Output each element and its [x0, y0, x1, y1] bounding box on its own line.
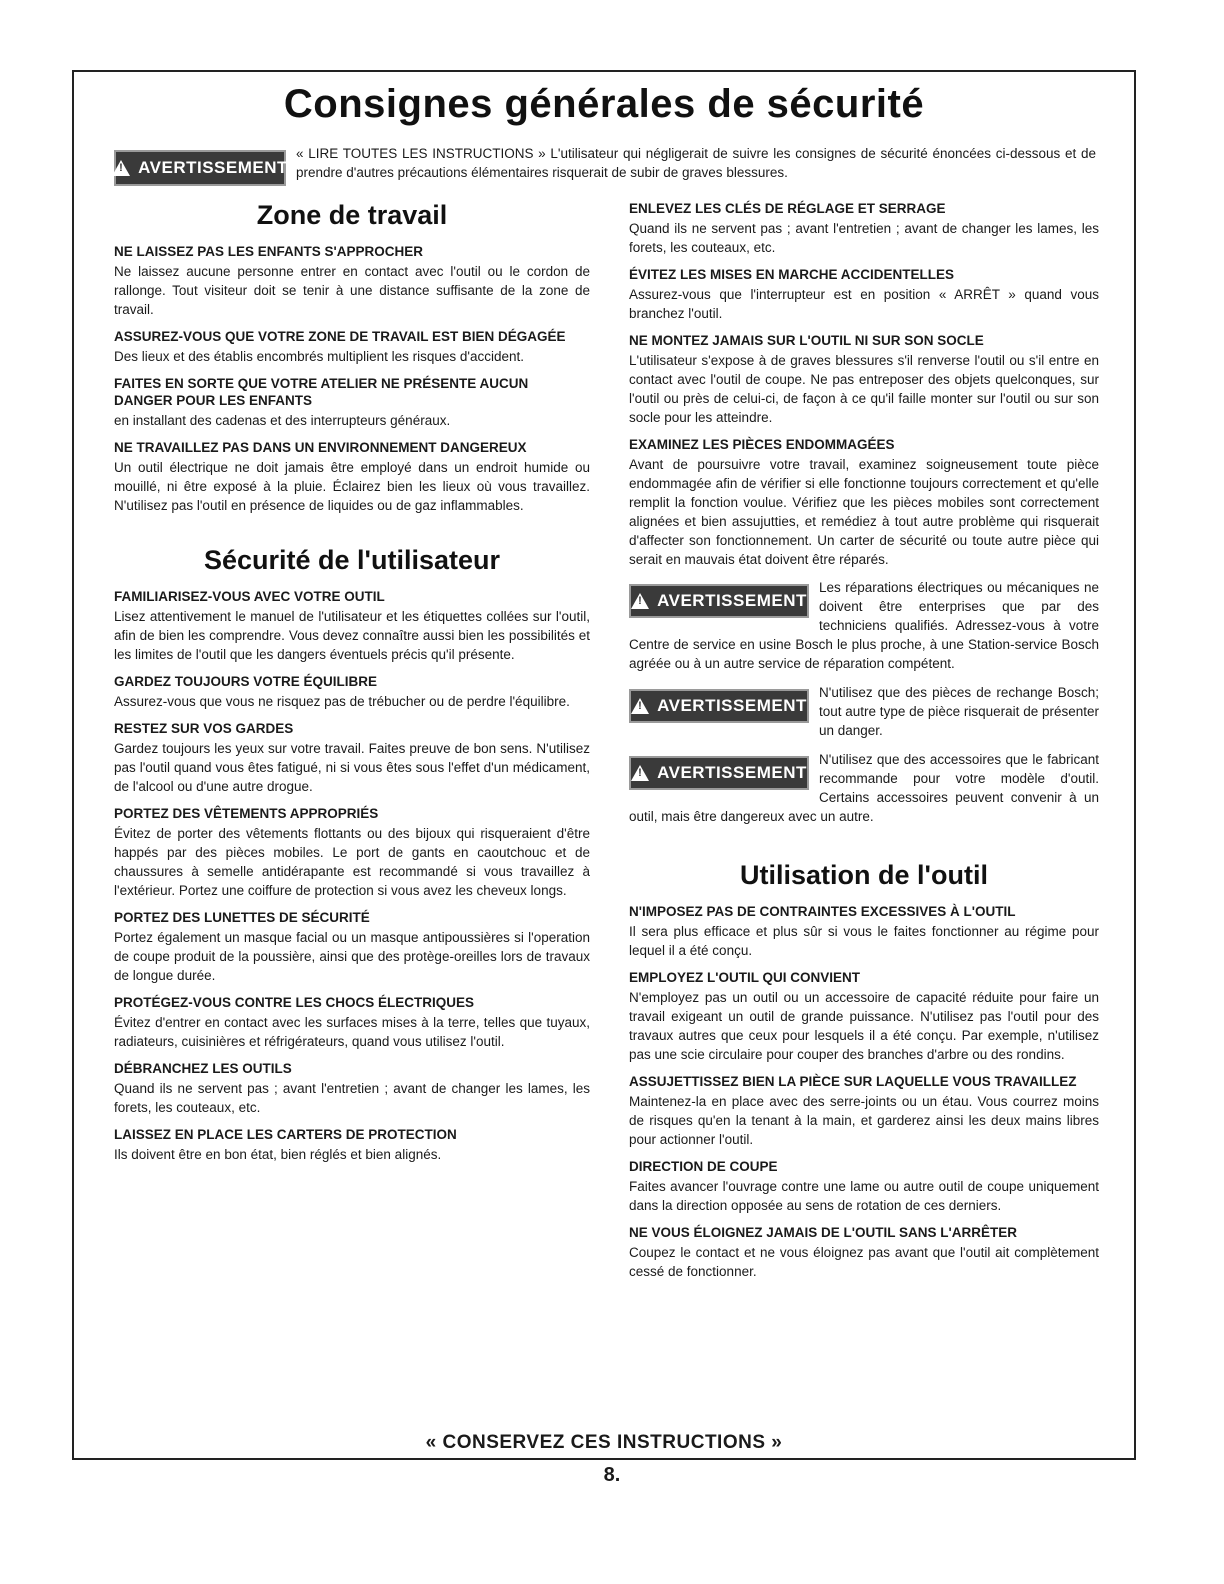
section-paragraph: Faites avancer l'ouvrage contre une lame ou autre outil de coupe uniquement dans la direction opposée au sens de rotation de ces derniers. — [629, 1179, 1099, 1213]
intro-text: « LIRE TOUTES LES INSTRUCTIONS » L'utilisateur qui négligerait de suivre les consignes de sécurité énoncées ci-dessous et de prendre d'autres précautions élémentaires risquerait de subir de graves blessures. — [296, 146, 1096, 180]
section-heading: DIRECTION DE COUPE — [629, 1159, 778, 1174]
section-paragraph: Ne laissez aucune personne entrer en contact avec l'outil ou le cordon de rallonge. Tout visiteur doit se tenir à une distance suffisante de la zone de travail. — [114, 264, 590, 317]
section-heading: RESTEZ SUR VOS GARDES — [114, 721, 294, 736]
warning-badge — [629, 584, 809, 618]
section-heading: PROTÉGEZ-VOUS CONTRE LES CHOCS ÉLECTRIQUES — [114, 995, 475, 1010]
left-column — [114, 200, 590, 1173]
warning-triangle-icon — [112, 160, 130, 176]
section-paragraph: Coupez le contact et ne vous éloignez pas avant que l'outil ait complètement cessé de fonctionner. — [629, 1245, 1099, 1279]
section-title-work-area: Zone de travail — [256, 200, 448, 230]
section-paragraph: Assurez-vous que l'interrupteur est en position « ARRÊT » quand vous branchez l'outil. — [629, 287, 1099, 321]
section-title-tool-use: Utilisation de l'outil — [740, 860, 988, 890]
section-paragraph: Évitez d'entrer en contact avec les surfaces mises à la terre, telles que tuyaux, radiateurs, cuisinières et réfrigérateurs, quand vous utilisez l'outil. — [114, 1015, 590, 1049]
warning-text: N'utilisez que des pièces de rechange Bosch; tout autre type de pièce risquerait de présenter un danger. — [819, 685, 1099, 738]
section-heading: ASSUREZ-VOUS QUE VOTRE ZONE DE TRAVAIL EST BIEN DÉGAGÉE — [114, 329, 566, 344]
page-title: Consignes générales de sécurité — [283, 82, 925, 126]
section-paragraph: Gardez toujours les yeux sur votre travail. Faites preuve de bon sens. N'utilisez pas l'outil quand vous êtes fatigué, ni si vous êtes sous l'effet d'un médicament, de l'alcool ou d'une autre drogue. — [114, 741, 590, 794]
warning-triangle-icon — [631, 593, 649, 609]
section-paragraph: Avant de poursuivre votre travail, examinez soigneusement toute pièce endommagée afin de vérifier si elle fonctionne toujours correctement et qu'elle remplit la fonction voulue. Vérifiez que les pièces mobiles sont correctement alignées et bien assujutties, et remédiez à tout autre problème qui risquerait d'affecter son fonctionnement. Un carter de sécurité ou toute autre pièce qui serait en mauvais état doivent être réparés. — [629, 457, 1099, 567]
warning-triangle-icon — [631, 765, 649, 781]
section-paragraph: L'utilisateur s'expose à de graves blessures s'il renverse l'outil ou s'il entre en contact avec l'outil de coupe. Ne pas entreposer des objets quelconques, sur l'outil ou près de celui-ci, de façon à ce qu'il faille monter sur l'outil ou sur son socle pour les atteindre. — [629, 353, 1099, 425]
warning-label: AVERTISSEMENT — [657, 763, 807, 782]
section-paragraph: N'employez pas un outil ou un accessoire de capacité réduite pour faire un travail exigeant un outil de grande puissance. N'utilisez pas l'outil pour des travaux autres que ceux pour lesquels il a été conçu. Par exemple, n'utilisez pas une scie circulaire pour couper des branches d'arbre ou des rondins. — [629, 990, 1099, 1062]
section-heading: ASSUJETTISSEZ BIEN LA PIÈCE SUR LAQUELLE VOUS TRAVAILLEZ — [629, 1074, 1077, 1089]
warning-block-parts — [629, 683, 1099, 740]
warning-label: AVERTISSEMENT — [657, 696, 807, 715]
section-paragraph: Lisez attentivement le manuel de l'utilisateur et les étiquettes collées sur l'outil, afin de bien les comprendre. Vous devez connaître aussi bien les possibilités et les limites de l'outil que les dangers éventuels précis qu'il présente. — [114, 609, 590, 662]
section-paragraph: Il sera plus efficace et plus sûr si vous le faites fonctionner au régime pour lequel il a été conçu. — [629, 924, 1099, 958]
warning-block-accessories — [629, 750, 1099, 826]
section-title-user-safety: Sécurité de l'utilisateur — [203, 545, 500, 575]
section-paragraph: Portez également un masque facial ou un masque antipoussières si l'operation de coupe produit de la poussière, ainsi que des protège-oreilles lors de travaux de longue durée. — [114, 930, 590, 983]
section-heading: EMPLOYEZ L'OUTIL QUI CONVIENT — [629, 970, 860, 985]
page-frame — [72, 70, 1136, 1460]
warning-badge — [629, 756, 809, 790]
section-heading: PORTEZ DES VÊTEMENTS APPROPRIÉS — [114, 806, 379, 821]
section-paragraph: Ils doivent être en bon état, bien réglés et bien alignés. — [114, 1147, 442, 1162]
section-heading: NE VOUS ÉLOIGNEZ JAMAIS DE L'OUTIL SANS L'ARRÊTER — [629, 1225, 1017, 1240]
section-heading: ENLEVEZ LES CLÉS DE RÉGLAGE ET SERRAGE — [629, 201, 946, 216]
section-heading: PORTEZ DES LUNETTES DE SÉCURITÉ — [114, 910, 370, 925]
section-heading: N'IMPOSEZ PAS DE CONTRAINTES EXCESSIVES À L'OUTIL — [629, 904, 1016, 919]
warning-label: AVERTISSEMENT — [657, 591, 807, 610]
section-heading: GARDEZ TOUJOURS VOTRE ÉQUILIBRE — [114, 674, 378, 689]
warning-triangle-icon — [631, 698, 649, 714]
section-heading: FAMILIARISEZ-VOUS AVEC VOTRE OUTIL — [114, 589, 385, 604]
section-heading: NE LAISSEZ PAS LES ENFANTS S'APPROCHER — [114, 244, 424, 259]
section-heading: NE TRAVAILLEZ PAS DANS UN ENVIRONNEMENT DANGEREUX — [114, 440, 527, 455]
section-heading: NE MONTEZ JAMAIS SUR L'OUTIL NI SUR SON SOCLE — [629, 333, 984, 348]
warning-text: Les réparations électriques ou mécaniques ne doivent être enterprises que par des techniciens qualifiés. Adressez-vous à votre Centre de service en usine Bosch le plus proche, à une Station-service Bosch agréée ou à un autre service de réparation compétent. — [629, 580, 1099, 671]
warning-label: AVERTISSEMENT — [138, 158, 288, 177]
section-heading: LAISSEZ EN PLACE LES CARTERS DE PROTECTION — [114, 1127, 457, 1142]
section-paragraph: Un outil électrique ne doit jamais être employé dans un endroit humide ou mouillé, ni être exposé à la pluie. Éclairez bien les lieux où vous travaillez. N'utilisez pas l'outil en présence de liquides ou de gaz inflammables. — [114, 460, 590, 513]
section-heading: ÉVITEZ LES MISES EN MARCHE ACCIDENTELLES — [629, 267, 955, 282]
section-heading: EXAMINEZ LES PIÈCES ENDOMMAGÉES — [629, 437, 895, 452]
section-paragraph: Des lieux et des établis encombrés multiplient les risques d'accident. — [114, 349, 525, 364]
section-paragraph: Quand ils ne servent pas ; avant l'entretien ; avant de changer les lames, les forets, les couteaux, etc. — [114, 1081, 590, 1115]
warning-block-repairs — [629, 578, 1099, 673]
section-heading: FAITES EN SORTE QUE VOTRE ATELIER NE PRÉSENTE AUCUN DANGER POUR LES ENFANTS — [114, 376, 529, 408]
section-paragraph: Évitez de porter des vêtements flottants ou des bijoux qui risqueraient d'être happés par des pièces mobiles. Le port de gants en caoutchouc et de chaussures à semelle antidérapante est recommandé si vous travaillez à l'extérieur. Portez une coiffure de protection si vous avez les cheveux longs. — [114, 826, 590, 898]
footer-note: « CONSERVEZ CES INSTRUCTIONS » — [425, 1432, 783, 1453]
right-column — [629, 200, 1099, 1290]
page-number: 8. — [603, 1464, 621, 1486]
section-heading: DÉBRANCHEZ LES OUTILS — [114, 1061, 292, 1076]
warning-badge — [629, 689, 809, 723]
warning-badge — [114, 150, 286, 186]
section-paragraph: Maintenez-la en place avec des serre-joints ou un étau. Vous courrez moins de risques qu'en la tenant à la main, et garderez ainsi les deux mains libres pour actionner l'outil. — [629, 1094, 1099, 1147]
section-paragraph: Quand ils ne servent pas ; avant l'entretien ; avant de changer les lames, les forets, les couteaux, etc. — [629, 221, 1099, 255]
warning-text: N'utilisez que des accessoires que le fabricant recommande pour votre modèle d'outil. Certains accessoires peuvent convenir à un outil, mais être dangereux avec un autre. — [629, 752, 1099, 824]
section-paragraph: Assurez-vous que vous ne risquez pas de trébucher ou de perdre l'équilibre. — [114, 694, 570, 709]
section-paragraph: en installant des cadenas et des interrupteurs généraux. — [114, 413, 451, 428]
